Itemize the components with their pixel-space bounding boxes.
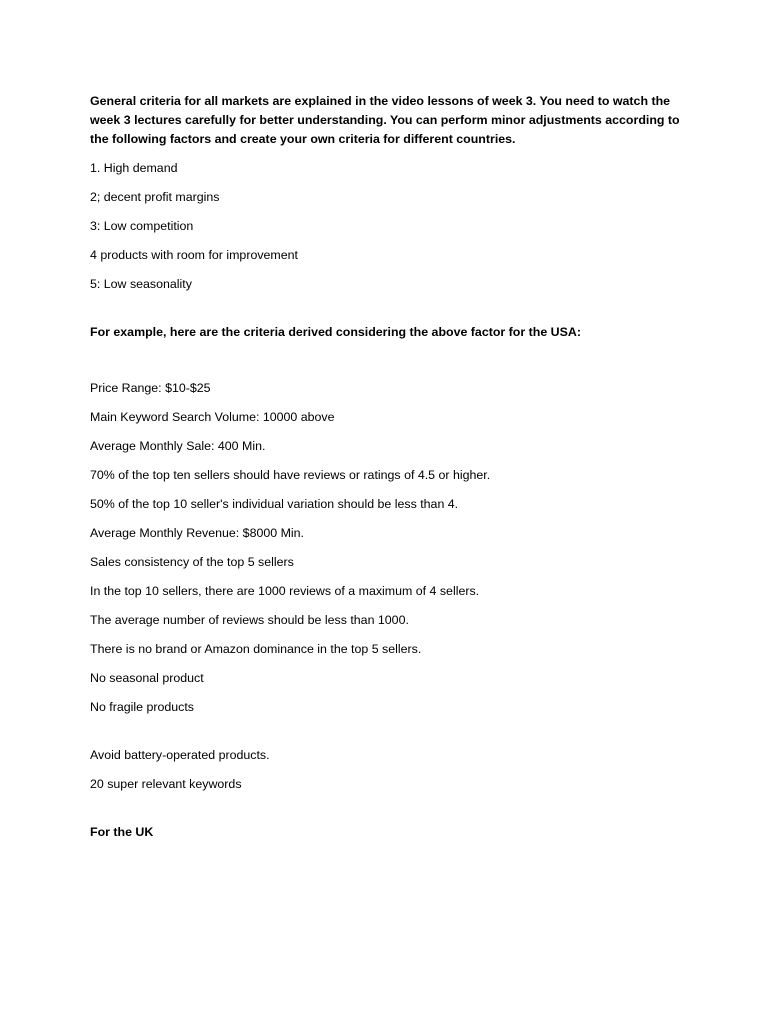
criteria-item: No seasonal product xyxy=(90,671,204,685)
spacer xyxy=(90,727,680,746)
criteria-item: Average Monthly Revenue: $8000 Min. xyxy=(90,526,304,540)
criteria-item: Sales consistency of the top 5 sellers xyxy=(90,555,294,569)
factor-item: 2; decent profit margins xyxy=(90,190,220,204)
factor-item: 4 products with room for improvement xyxy=(90,248,298,262)
criteria-item: There is no brand or Amazon dominance in the top 5 sellers. xyxy=(90,642,422,656)
criteria-item: The average number of reviews should be less than 1000. xyxy=(90,613,409,627)
criteria-item: 50% of the top 10 seller's individual variation should be less than 4. xyxy=(90,497,459,511)
criteria-item: Average Monthly Sale: 400 Min. xyxy=(90,439,266,453)
example-heading: For example, here are the criteria derived considering the above factor for the USA: xyxy=(90,325,581,339)
factor-item: 3: Low competition xyxy=(90,219,194,233)
intro-paragraph: General criteria for all markets are explained in the video lessons of week 3. You need to watch the week 3 lectures carefully for better understanding. You can perform minor adjustments according to the following factors and create your own criteria for different countries. xyxy=(90,94,680,146)
document-body xyxy=(90,92,680,842)
spacer xyxy=(90,342,680,379)
spacer xyxy=(90,304,680,323)
criteria-item: No fragile products xyxy=(90,700,194,714)
factor-item: 5: Low seasonality xyxy=(90,277,192,291)
criteria-item: In the top 10 sellers, there are 1000 reviews of a maximum of 4 sellers. xyxy=(90,584,480,598)
criteria-item: Price Range: $10-$25 xyxy=(90,381,211,395)
criteria-item: Avoid battery-operated products. xyxy=(90,748,270,762)
criteria-item: Main Keyword Search Volume: 10000 above xyxy=(90,410,335,424)
criteria-item: 20 super relevant keywords xyxy=(90,777,242,791)
uk-heading: For the UK xyxy=(90,825,154,839)
factor-item: 1. High demand xyxy=(90,161,178,175)
spacer xyxy=(90,804,680,823)
criteria-item: 70% of the top ten sellers should have reviews or ratings of 4.5 or higher. xyxy=(90,468,491,482)
